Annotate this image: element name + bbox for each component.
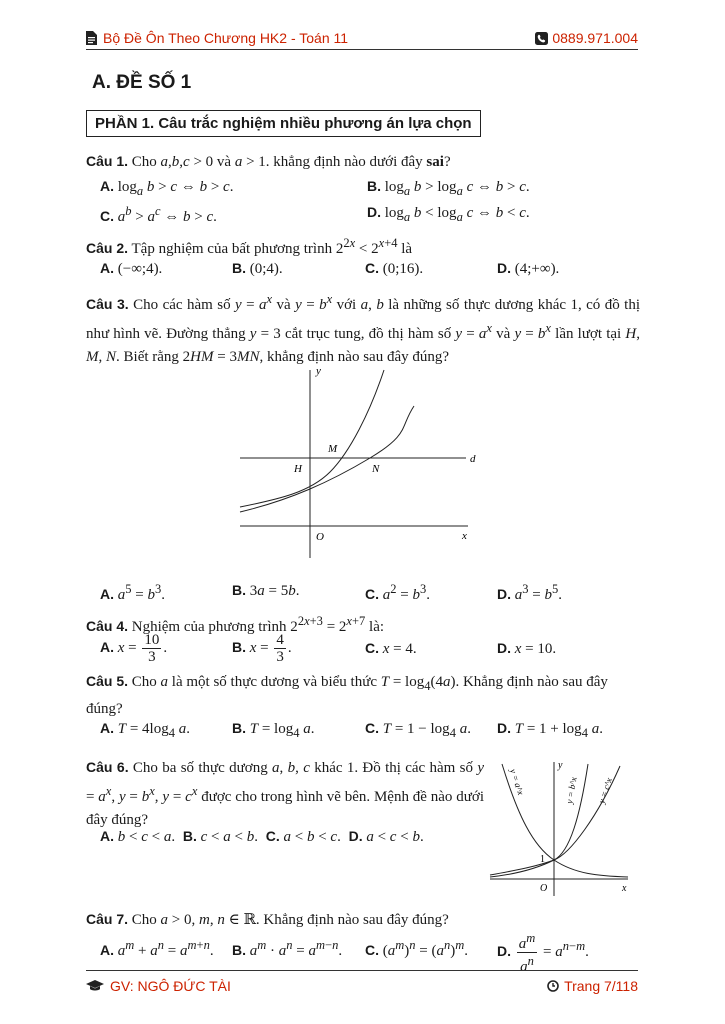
question-2: Câu 2. Tập nghiệm của bất phương trình $2^{2x} < 2^{x+4}$ là <box>86 236 413 257</box>
q5-option-a[interactable]: A. $T = 4\log_4$ a. <box>100 720 190 740</box>
question-7: Câu 7. Cho a > 0, m, n ∈ ℝ. Khẳng định nào sau đây đúng? <box>86 911 449 928</box>
label-m: M <box>328 443 338 455</box>
q5-option-d[interactable]: D. $T = 1 + \log_4 a$. <box>497 720 603 740</box>
q4-option-b[interactable]: B. x = $\frac{4}{3}$ . <box>232 632 292 665</box>
document-icon <box>86 31 97 45</box>
header-left <box>86 30 348 46</box>
footer-teacher: GV: NGÔ ĐỨC TÀI <box>110 978 231 994</box>
label-h: H <box>294 463 302 475</box>
footer-page: Trang 7/118 <box>564 978 638 994</box>
phone-icon <box>535 32 548 45</box>
q6-option-d[interactable]: D. a < c < b. <box>348 828 424 845</box>
q4-option-c[interactable]: C. x = 4. <box>365 640 417 657</box>
q7-option-c[interactable]: C. $(a^m)^n = (a^n)^m$. <box>365 938 469 959</box>
header-right <box>535 30 638 46</box>
q2-option-d[interactable]: D. (4;+∞). <box>497 260 560 277</box>
q1-option-b[interactable]: B. $\log_a b > \log_a c$ ⇔ b > c. <box>367 178 530 198</box>
q2-option-a[interactable]: A. (−∞;4). <box>100 260 163 277</box>
curve-c-x <box>490 766 620 875</box>
q3-option-a[interactable]: A. $a^5 = b^3$. <box>100 582 165 603</box>
page-footer <box>86 970 638 994</box>
q3-graph <box>230 362 490 562</box>
q7-option-b[interactable]: B. $a^m \cdot a^n = a^{m-n}$. <box>232 938 343 959</box>
q4-option-d[interactable]: D. x = 10. <box>497 640 557 657</box>
part-title: PHẦN 1. Câu trắc nghiệm nhiều phương án lựa chọn <box>86 110 481 137</box>
q6-options <box>100 828 424 846</box>
question-6: Câu 6. Cho ba số thực dương a, b, c khác 1. Đồ thị các hàm số $y = a^x$, $y = b^x$, $y = c^x$ được cho trong hình vẽ bên. Mệnh đề nào dưới đây đúng? <box>86 759 484 828</box>
q3-option-b[interactable]: B. 3a = 5b. <box>232 582 300 599</box>
q5-option-b[interactable]: B. $T = \log_4 a$. <box>232 720 315 740</box>
question-5: Câu 5. Cho a là một số thực dương và biểu thức $T = \log_4(4a)$. Khẳng định nào sau đây đúng? <box>86 673 608 717</box>
q6-graph <box>488 756 636 898</box>
question-number: Câu 1. <box>86 153 129 169</box>
label-o: O <box>540 883 548 894</box>
q1-option-d[interactable]: D. $\log_a b < \log_a c$ ⇔ b < c. <box>367 204 530 224</box>
label-d: d <box>470 453 476 465</box>
label-ya: y = a^x <box>508 767 526 797</box>
graduation-cap-icon <box>86 980 104 992</box>
question-3: Câu 3. Cho các hàm số $y = a^x$ và $y = b^x$ với a, b là những số thực dương khác 1, có đồ thị như hình vẽ. Đường thẳng y = 3 cắt trục tung, đồ thị hàm số $y = a^x$ và $y = b^x$ lần lượt tại H, M, N. Biết rằng 2HM = 3MN, khẳng định nào sau đây đúng? <box>86 292 640 365</box>
section-title: A. ĐỀ SỐ 1 <box>92 72 192 93</box>
label-x: x <box>622 883 627 894</box>
header-phone: 0889.971.004 <box>552 30 638 46</box>
q7-option-d[interactable]: D. $\frac{a^m}{a^n}$ = $a^{n-m}$. <box>497 931 589 975</box>
label-x: x <box>462 530 467 542</box>
clock-icon <box>547 980 559 992</box>
curve-b-x <box>240 406 414 512</box>
q3-option-c[interactable]: C. $a^2 = b^3$. <box>365 582 430 603</box>
q3-option-d[interactable]: D. $a^3 = b^5$. <box>497 582 562 603</box>
question-1: Câu 1. Cho a,b,c > 0 và a > 1. khẳng định nào dưới đây sai? <box>86 153 451 170</box>
q1-option-a[interactable]: A. $\log_a b > c$ ⇔ b > c. <box>100 178 234 198</box>
page-header <box>86 29 638 50</box>
q6-option-c[interactable]: C. a < b < c. <box>265 828 341 845</box>
emphasis: sai <box>426 154 444 170</box>
footer-right <box>547 978 638 994</box>
label-y: y <box>316 365 321 377</box>
q6-option-a[interactable]: A. b < c < a. <box>100 828 176 845</box>
header-title: Bộ Đề Ôn Theo Chương HK2 - Toán 11 <box>103 30 349 46</box>
q5-option-c[interactable]: C. $T = 1 - \log_4 a$. <box>365 720 471 740</box>
q1-option-c[interactable]: C. $a^b > a^c$ ⇔ b > c. <box>100 204 217 225</box>
label-n: N <box>372 463 380 475</box>
curve-a-x <box>240 370 384 507</box>
q2-option-b[interactable]: B. (0;4). <box>232 260 283 277</box>
q4-option-a[interactable]: A. x = $\frac{10}{3}$ . <box>100 632 168 665</box>
q2-option-c[interactable]: C. (0;16). <box>365 260 424 277</box>
label-one: 1 <box>540 854 545 865</box>
q6-option-b[interactable]: B. c < a < b. <box>182 828 258 845</box>
label-y: y <box>558 760 563 771</box>
question-4: Câu 4. Nghiệm của phương trình $2^{2x+3} = 2^{x+7}$ là: <box>86 614 385 635</box>
label-yb: y = b^x <box>564 776 579 805</box>
footer-left <box>86 978 231 994</box>
q7-option-a[interactable]: A. $a^m + a^n = a^{m+n}$. <box>100 938 214 959</box>
label-o: O <box>316 531 324 543</box>
label-yc: y = c^x <box>596 776 615 805</box>
